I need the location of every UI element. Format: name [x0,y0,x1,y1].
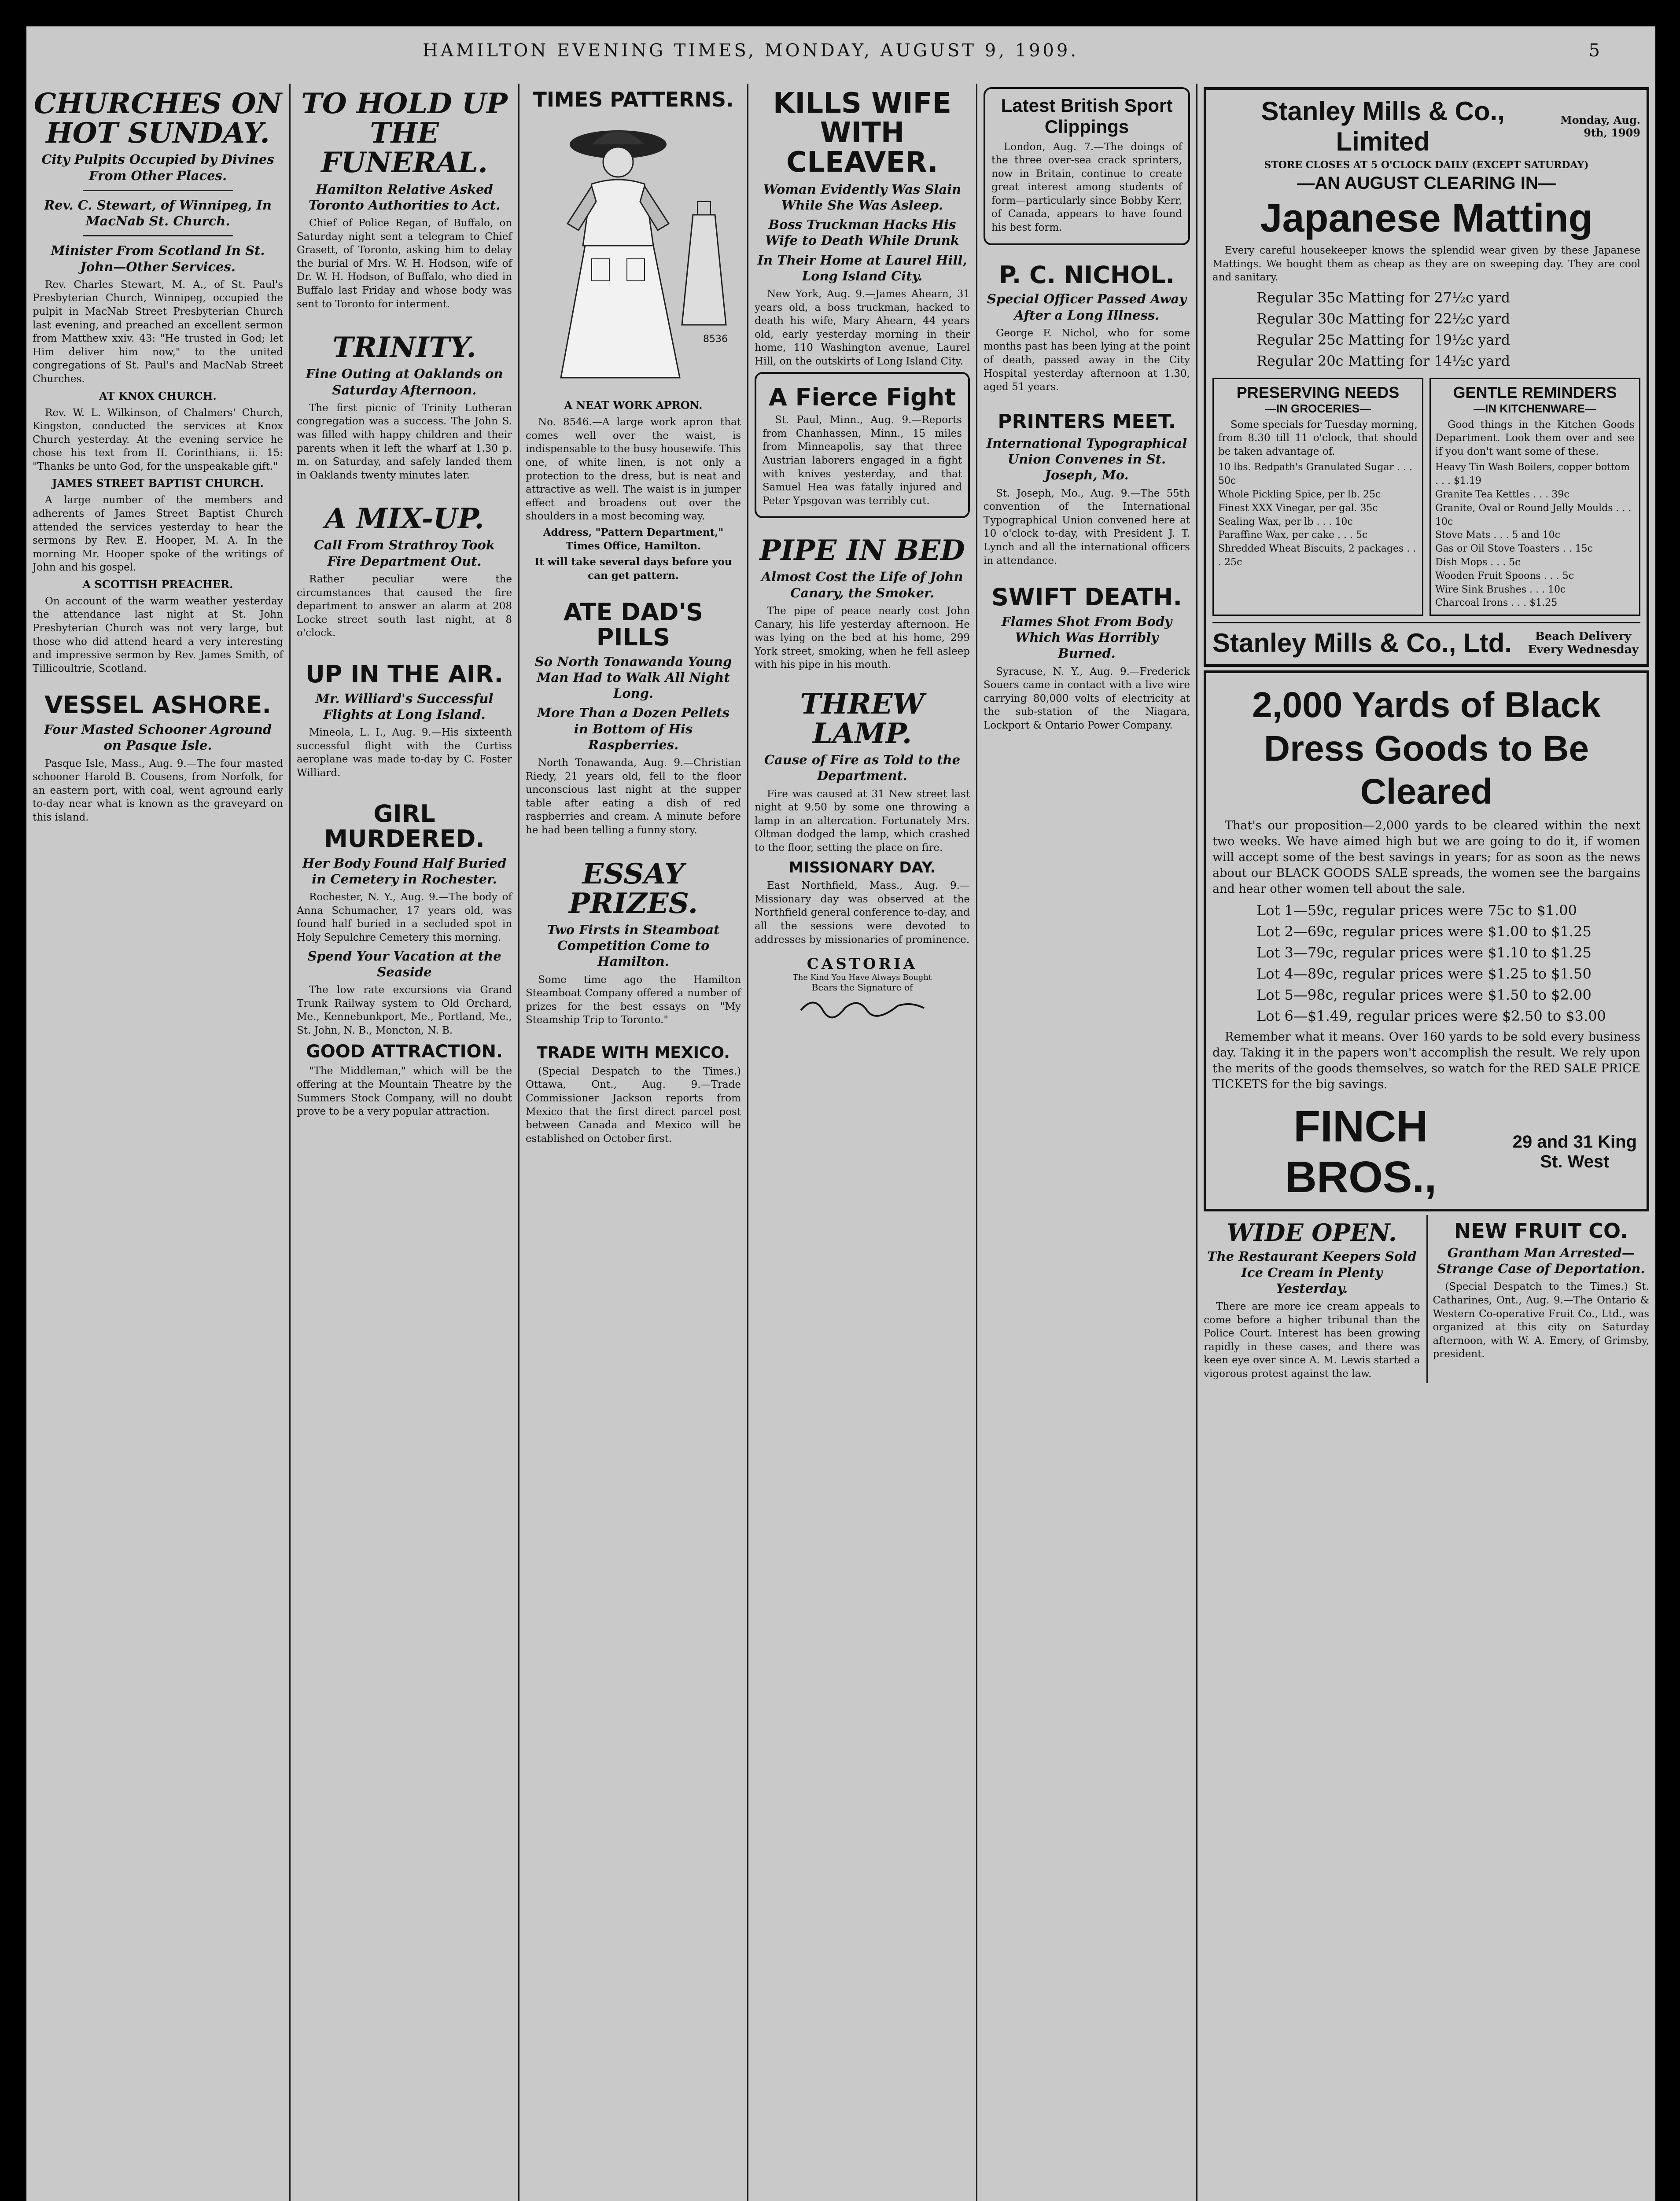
lot-prices [1212,900,1640,1027]
headline-vessel: VESSEL ASHORE. [44,691,271,719]
finch-name: FINCH BROS., [1285,1101,1437,1202]
price-line: Regular 25c Matting for 19½c yard [1256,331,1511,348]
box-text: Good things in the Kitchen Goods Department. Look them over and see if you don't want some of these. [1435,419,1635,457]
ad-header [1212,96,1640,157]
masthead-text: HAMILTON EVENING TIMES, MONDAY, AUGUST 9, 1909. [423,40,1079,61]
headline-swift: SWIFT DEATH. [991,583,1182,611]
castoria-line: Bears the Signature of [811,982,913,993]
article-text: The pipe of peace nearly cost John Canary, his life yesterday afternoon. He was lying on the bed at his home, 299 York street, smoking, when he fell asleep with his pipe in his mouth. [755,605,970,671]
list-item: Granite, Oval or Round Jelly Moulds . . . 10c [1435,502,1632,527]
headline-churches: CHURCHES ON HOT SUNDAY. [33,87,282,150]
subhead: Cause of Fire as Told to the Department. [764,752,961,784]
subhead: Boss Truckman Hacks His Wife to Death While Drunk [765,217,959,248]
article-text: East Northfield, Mass., Aug. 9.—Missionary day was observed at the Northfield general conference to-day, and all the sessions were devoted to addresses by missionaries of prominence. [755,880,970,946]
section-label: JAMES STREET BAPTIST CHURCH. [52,477,264,490]
bottom-articles [1204,1215,1649,1384]
ad-text: Every careful housekeeper knows the splendid wear given by these Japanese Mattings. We bought them as cheap as they are on sweeping day. They are cool and sanitary. [1212,245,1640,283]
sport-clippings-box [984,87,1190,245]
subhead: Mr. Williard's Successful Flights at Long Island. [315,691,494,722]
list-item: Sealing Wax, per lb . . . 10c [1218,516,1353,527]
divider [83,235,233,236]
list-item: Heavy Tin Wash Boilers, copper bottom . . . $1.19 [1435,462,1630,487]
subhead: Grantham Man Arrested—Strange Case of Deportation. [1437,1245,1645,1277]
headline-pipe: PIPE IN BED [759,534,965,567]
headline-attraction: GOOD ATTRACTION. [306,1042,503,1062]
subhead: Fine Outing at Oaklands on Saturday Afternoon. [306,366,503,398]
banner-times-patterns: TIMES PATTERNS. [533,88,734,111]
divider [83,190,233,191]
headline-cleaver: KILLS WIFE WITH CLEAVER. [773,87,952,179]
subhead: More Than a Dozen Pellets in Bottom of His Raspberries. [537,705,730,752]
castoria-small: The Kind You Have Always Bought [792,973,932,983]
ad-text: That's our proposition—2,000 yards to be cleared within the next two weeks. We have aimed high but we are going to do it, if women will accept some of the best savings in years; for as soon as the news about our BLACK GOODS SALE spreads, the women see the bargains and hear other women tell about the sale. [1212,819,1640,896]
article-text: Mineola, L. I., Aug. 9.—His sixteenth successful flight with the Curtiss aeroplane was made to-day by C. Foster Williard. [297,727,512,779]
article-text: No. 8546.—A large work apron that comes well over the waist, is indispensable to the busy housewife. This one, of white linen, is not only a protection to the dress, but is neat and attractive as well. The waist is in jumper effect and broadens out over the shoulders in a most becoming way. [526,416,741,523]
subhead: Special Officer Passed Away After a Long Illness. [987,291,1187,323]
fight-box [755,372,970,519]
list-item: Granite Tea Kettles . . . 39c [1435,489,1569,501]
headline-printers: PRINTERS MEET. [998,410,1176,433]
list-item: Paraffine Wax, per cake . . . 5c [1218,530,1368,541]
headline-fruit: NEW FRUIT CO. [1454,1218,1628,1243]
box-title: GENTLE REMINDERS [1453,383,1617,401]
article-text: Pasque Isle, Mass., Aug. 9.—The four masted schooner Harold B. Cousens, from Norfolk, for an eastern port, with coal, went aground early to-day near what is known as the graveyard on this island. [33,758,283,823]
headline-funeral: TO HOLD UP THE FUNERAL. [301,87,508,180]
subhead: Almost Cost the Life of John Canary, the Smoker. [761,569,963,600]
subhead: Her Body Found Half Buried in Cemetery in Rochester. [302,855,507,887]
headline-fight: A Fierce Fight [769,383,956,411]
list-item: Finest XXX Vinegar, per gal. 35c [1218,502,1378,514]
article-text: Some time ago the Hamilton Steamboat Company offered a number of prizes for the best essays on "My Steamship Trip to Toronto." [526,974,741,1026]
article-text: The low rate excursions via Grand Trunk Railway system to Old Orchard, Me., Kennebunkport, Me., Portland, Me., St. John, N. B., Moncton, N. B. [297,984,512,1036]
article-text: A large number of the members and adherents of James Street Baptist Church attended the services yesterday to hear the sermons by Rev. E. Hooper, M. A. In the morning Mr. Hooper spoke of the writings of John and his gospel. [33,494,283,574]
subhead: International Typographical Union Convenes in St. Joseph, Mo. [986,435,1187,483]
pattern-address: Address, "Pattern Department," Times Office, Hamilton. [543,526,724,552]
lot-line: Lot 3—79c, regular prices were $1.10 to $1.25 [1256,944,1592,961]
lot-line: Lot 2—69c, regular prices were $1.00 to $1.25 [1256,923,1592,940]
price-line: Regular 20c Matting for 14½c yard [1256,352,1511,369]
box-text: Some specials for Tuesday morning, from 8.30 till 11 o'clock, that should be taken advantage of. [1218,419,1418,457]
headline-air: UP IN THE AIR. [305,660,503,688]
ad-signoff [1212,1101,1640,1203]
delivery-note: Beach Delivery Every Wednesday [1528,629,1639,656]
ad-kicker: —AN AUGUST CLEARING IN— [1297,173,1556,193]
column-4 [748,84,977,2201]
apron-woman-icon [526,114,741,395]
subhead: In Their Home at Laurel Hill, Long Island City. [757,252,967,283]
article-text: Rather peculiar were the circumstances that caused the fire department to answer an alarm at 208 Locke street south last night, at 8 o'clock. [297,573,512,639]
page-number: 5 [1588,40,1603,61]
box-sub: —IN KITCHENWARE— [1474,401,1596,415]
article-text: George F. Nichol, who for some months past has been lying at the point of death, passed away in the City Hospital yesterday afternoon at 1.30, aged 51 years. [984,327,1190,393]
subhead: Spend Your Vacation at the Seaside [307,948,501,979]
ad-hours: STORE CLOSES AT 5 O'CLOCK DAILY (EXCEPT SATURDAY) [1264,159,1589,171]
article-text: Chief of Police Regan, of Buffalo, on Saturday night sent a telegram to Chief Grasett, of Toronto, asking him to delay the burial of Mrs. W. H. Hodson, wife of Dr. W. H. Hodson, of Buffalo, who died in Buffalo last Friday and whose body was sent to Toronto for interment. [297,217,512,310]
column-3 [519,84,748,2201]
pattern-note: It will take several days before you can get pattern. [534,556,732,582]
lot-line: Lot 5—98c, regular prices were $1.50 to $2.00 [1256,986,1592,1003]
subhead: Call From Strathroy Took Fire Department Out. [314,537,495,569]
headline-trinity: TRINITY. [332,331,476,364]
article-text: London, Aug. 7.—The doings of the three over-sea crack sprinters, now in Britain, continue to create great interest among students of form—particularly since Bobby Kerr, of Canada, appears to have found his best form. [991,141,1182,234]
pattern-number: 8536 [703,334,728,345]
reminders-box [1429,378,1640,616]
ad-date: Monday, Aug. 9th, 1909 [1560,114,1640,139]
apron-illustration [526,114,741,395]
subhead: So North Tonawanda Young Man Had to Walk All Night Long. [534,654,732,701]
ad-company-footer: Stanley Mills & Co., Ltd. [1212,628,1512,658]
headline-missionary: MISSIONARY DAY. [788,858,936,876]
section-label: A SCOTTISH PREACHER. [82,578,233,591]
list-item: Gas or Oil Stove Toasters . . 15c [1435,543,1593,555]
article-text: Rev. W. L. Wilkinson, of Chalmers' Church, Kingston, conducted the services at Knox Church yesterday. At the evening service he chose his text from II. Corinthians, ii. 15: "Thanks be unto God, for the unspeakable gift." [33,407,283,472]
subhead: City Pulpits Occupied by Divines From Other Places. [41,152,274,183]
subhead: Rev. C. Stewart, of Winnipeg, In MacNab St. Church. [44,197,272,229]
column-5 [977,84,1197,2201]
section-label: AT KNOX CHURCH. [99,389,217,402]
box-title: PRESERVING NEEDS [1236,383,1400,401]
article-wide-open [1204,1215,1420,1384]
article-text: New York, Aug. 9.—James Ahearn, 31 years old, a boss truckman, hacked to death his wife, Mary Ahearn, 44 years old, early yesterday morning in their home, 110 Washington avenue, Laurel Hill, on the outskirts of Long Island City. [755,288,970,367]
list-item: Charcoal Irons . . . $1.25 [1435,597,1558,609]
article-fruit-co [1426,1215,1650,1384]
ad-subboxes [1212,378,1640,616]
list-item: 10 lbs. Redpath's Granulated Sugar . . . 50c [1218,462,1413,487]
list-item: Wire Sink Brushes . . . 10c [1435,584,1566,595]
stanley-mills-ad [1204,87,1649,667]
subhead: Minister From Scotland In St. John—Other Services. [51,243,265,274]
ad-footer [1212,622,1640,658]
price-line: Regular 30c Matting for 22½c yard [1256,310,1511,327]
matting-prices [1212,287,1640,372]
box-items [1218,461,1418,569]
ad-text: Remember what it means. Over 160 yards to be sold every business day. Taking it in the papers won't accomplish the result. We rely upon the merits of the goods themselves, so watch for the RED SALE PRICE TICKETS for the big savings. [1212,1030,1640,1091]
headline-lamp: THREW LAMP. [800,687,925,751]
newspaper-page [26,26,1655,2201]
castoria-title: CASTORIA [807,955,918,973]
subhead: Flames Shot From Body Which Was Horribly Burned. [1001,614,1172,661]
article-text: "The Middleman," which will be the offering at the Mountain Theatre by the Summers Stock Company, will no doubt prove to be a very popular attraction. [297,1065,512,1118]
column-1 [26,84,291,2201]
article-text: On account of the warm weather yesterday the attendance last night at St. John Presbyterian Church was not very large, but those who did attend heard a very interesting and impressive sermon by Rev. James Smith, of Tillicoultrie, Scotland. [33,595,283,674]
article-text: (Special Despatch to the Times.) St. Catharines, Ont., Aug. 9.—The Ontario & Western Co-operative Fruit Co., Ltd., was organized at this city on Saturday afternoon, with W. A. Emery, of Grimsby, president. [1433,1281,1649,1360]
list-item: Whole Pickling Spice, per lb. 25c [1218,489,1381,501]
column-6 [1197,84,1655,2201]
finch-bros-ad [1204,670,1649,1211]
lot-line: Lot 6—$1.49, regular prices were $2.50 to $3.00 [1256,1007,1606,1024]
headline-essay: ESSAY PRIZES. [569,857,698,920]
price-line: Regular 35c Matting for 27½c yard [1256,289,1511,306]
list-item: Wooden Fruit Spoons . . . 5c [1435,570,1574,582]
article-text: St. Paul, Minn., Aug. 9.—Reports from Chanhassen, Minn., 15 miles from Minneapolis, say that three Austrian laborers engaged in a fight with knives yesterday, and that Samuel Hea was fatally injured and Peter Ypsgovan was terribly cut. [763,414,962,507]
headline-nichol: P. C. NICHOL. [999,261,1175,289]
article-text: Rev. Charles Stewart, M. A., of St. Paul's Presbyterian Church, Winnipeg, occupied the pulpit in MacNab Street Presbyterian Church last evening, and preached an excellent sermon from Matthew xxiv. 43: "He trusted in God; let Him deliver him now," to the united congregations of St. Paul's and MacNab Street Churches. [33,279,283,385]
headline-girl: GIRL MURDERED. [324,800,485,853]
subhead: Hamilton Relative Asked Toronto Authorities to Act. [308,181,501,213]
article-text: The first picnic of Trinity Lutheran congregation was a success. The John S. was filled with happy children and their parents when it left the wharf at 1.30 p. m. on Saturday, and safely landed them in Oaklands twenty minutes later. [297,402,512,481]
lot-line: Lot 4—89c, regular prices were $1.25 to $1.50 [1256,965,1592,982]
ad-headline: 2,000 Yards of Black Dress Goods to Be Cleared [1252,685,1601,812]
box-sub: —IN GROCERIES— [1264,401,1371,415]
box-items [1435,461,1635,610]
article-text: (Special Despatch to the Times.) Ottawa, Ont., Aug. 9.—Trade Commissioner Jackson reports from Mexico that the first direct parcel post between Canada and Mexico will be established on October first. [526,1065,741,1145]
headline-pills: ATE DAD'S PILLS [564,598,703,651]
article-text: Syracuse, N. Y., Aug. 9.—Frederick Souers came in contact with a live wire carrying 80,000 volts of electricity at the sub-station of the Niagara, Lockport & Ontario Power Company. [984,666,1190,731]
list-item: Stove Mats . . . 5 and 10c [1435,530,1560,541]
list-item: Dish Mops . . . 5c [1435,557,1521,568]
ad-company: Stanley Mills & Co., Limited [1261,96,1505,156]
figure-caption: A NEAT WORK APRON. [564,399,703,412]
finch-address: 29 and 31 King St. West [1512,1132,1637,1171]
article-text: Fire was caused at 31 New street last night at 9.50 by some one throwing a lamp in an altercation. Fortunately Mrs. Oltman dodged the lamp, which crashed to the floor, setting the place on fire. [755,788,970,854]
article-text: North Tonawanda, Aug. 9.—Christian Riedy, 21 years old, fell to the floor unconscious last night at the supper table after eating a dish of red raspberries and cream. A minute before he had been telling a funny story. [526,757,741,836]
headline-mexico: TRADE WITH MEXICO. [537,1044,730,1062]
ad-title: Japanese Matting [1260,196,1593,240]
preserving-box [1212,378,1423,616]
signature-icon [796,993,928,1019]
castoria-ad [755,955,970,1021]
headline-wide-open: WIDE OPEN. [1227,1218,1397,1247]
subhead: The Restaurant Keepers Sold Ice Cream in Plenty Yesterday. [1207,1249,1417,1296]
subhead: Two Firsts in Steamboat Competition Come to Hamilton. [547,922,720,969]
column-2 [291,84,519,2201]
headline-mixup: A MIX-UP. [324,502,484,536]
sport-box-title: Latest British Sport Clippings [1001,95,1173,137]
list-item: Shredded Wheat Biscuits, 2 packages . . . 25c [1218,543,1416,568]
article-text: Rochester, N. Y., Aug. 9.—The body of Anna Schumacher, 17 years old, was found half buried in a secluded spot in Holy Sepulchre Cemetery this morning. [297,891,512,943]
article-text: St. Joseph, Mo., Aug. 9.—The 55th convention of the International Typographical Union convened here at 10 o'clock to-day, with President J. T. Lynch and all the international officers in attendance. [984,487,1190,567]
subhead: Woman Evidently Was Slain While She Was Asleep. [763,181,962,213]
article-text: There are more ice cream appeals to come before a higher tribunal than the Police Court. Interest has been growing rapidly in these cases, and there was keen eye over since A. M. Lewis started a vigorous protest against the law. [1204,1301,1420,1380]
subhead: Four Masted Schooner Aground on Pasque Isle. [44,722,272,753]
lot-line: Lot 1—59c, regular prices were 75c to $1.00 [1256,902,1577,919]
masthead [26,26,1655,75]
